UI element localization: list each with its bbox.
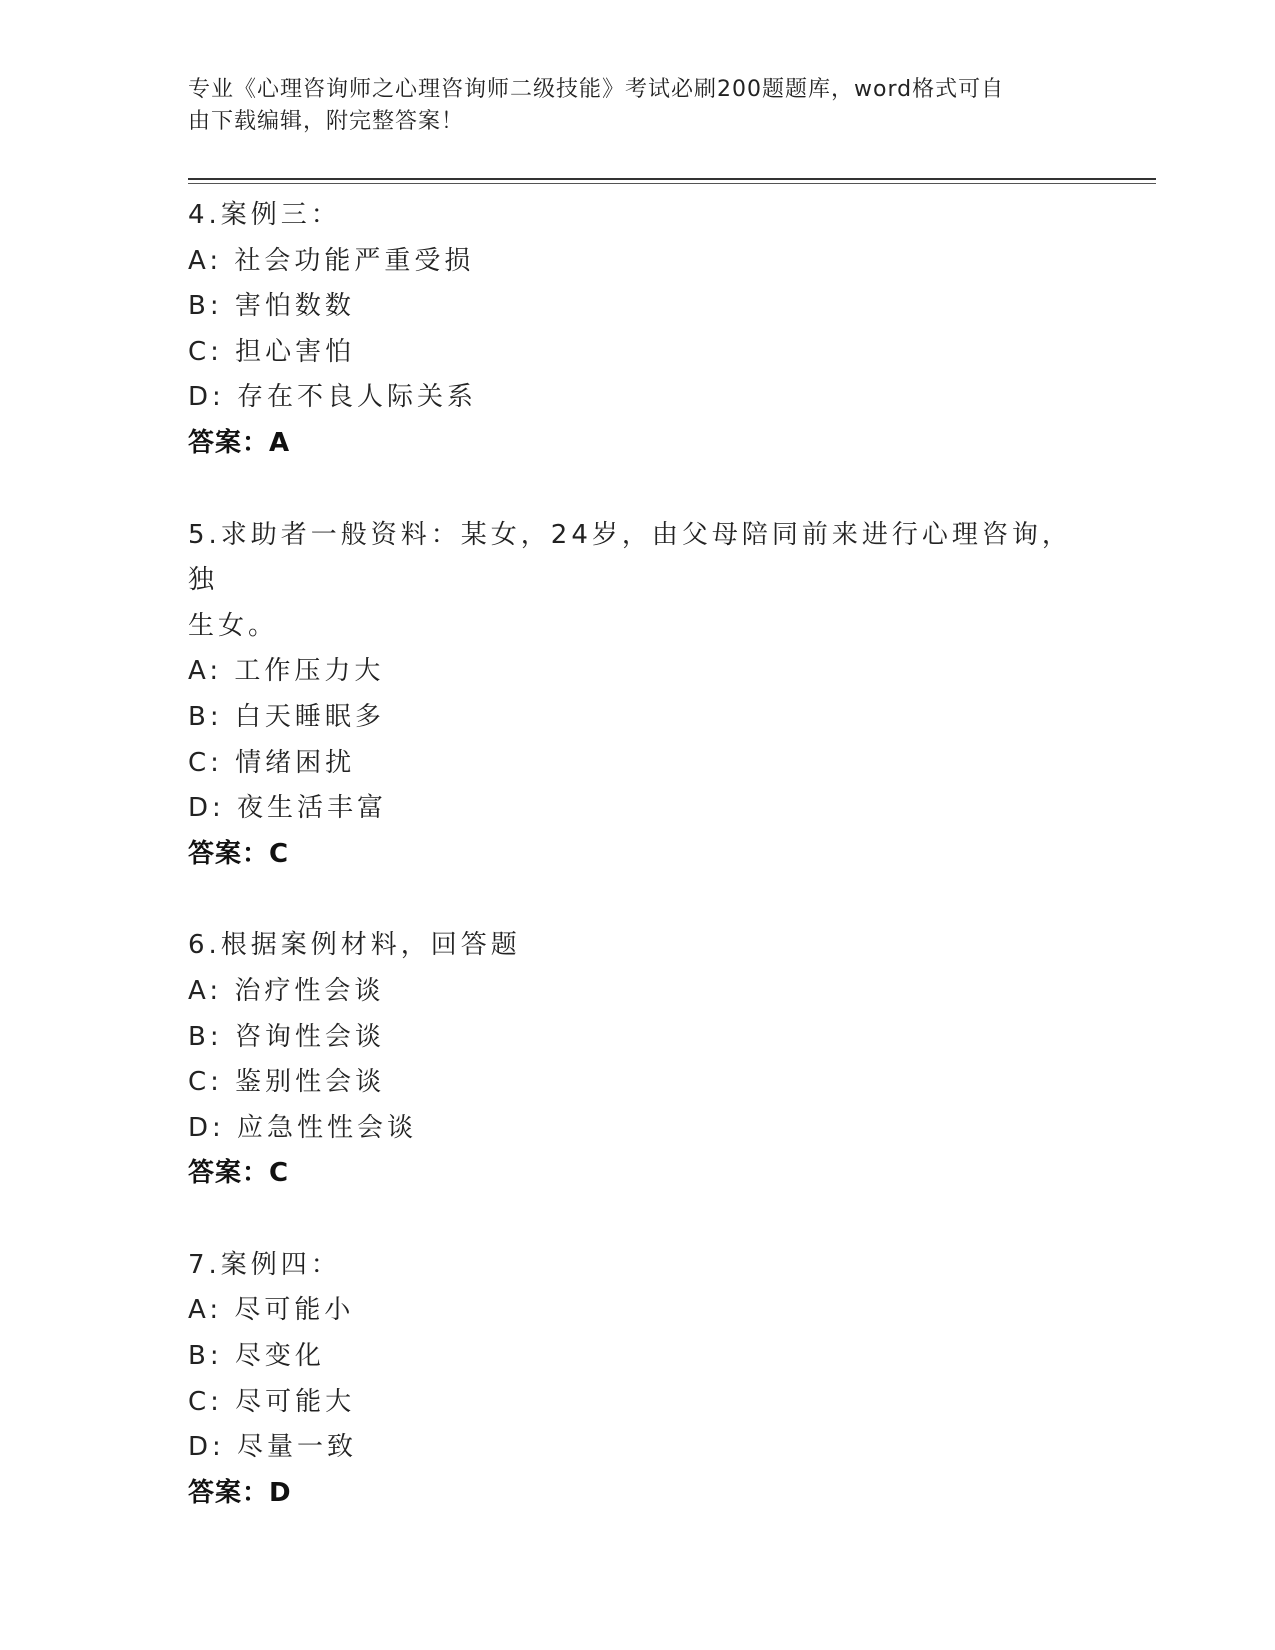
option-d: D: 存在不良人际关系 — [188, 382, 478, 413]
option-b: B: 咨询性会谈 — [188, 1021, 385, 1052]
answer-label: 答案：A — [188, 427, 291, 458]
header-line-1: 专业《心理咨询师之心理咨询师二级技能》考试必刷200题题库，word格式可自 — [188, 77, 1005, 102]
option-c: C: 尽可能大 — [188, 1386, 356, 1417]
question-list — [188, 193, 1088, 1516]
document-header — [188, 74, 1068, 138]
header-divider-thick — [188, 178, 1156, 180]
question-5 — [188, 513, 1088, 878]
question-6 — [188, 923, 1088, 1197]
header-line-2: 由下载编辑，附完整答案！ — [188, 109, 465, 134]
question-stem: 6.根据案例材料，回答题 — [188, 930, 521, 961]
option-c: C: 情绪困扰 — [188, 747, 356, 778]
option-b: B: 白天睡眠多 — [188, 701, 385, 732]
question-stem-continued: 生女。 — [188, 610, 279, 641]
header-divider-thin — [188, 183, 1156, 184]
answer-label: 答案：C — [188, 838, 290, 869]
option-a: A: 治疗性会谈 — [188, 975, 385, 1006]
option-d: D: 应急性性会谈 — [188, 1112, 418, 1143]
option-a: A: 工作压力大 — [188, 656, 385, 687]
option-c: C: 鉴别性会谈 — [188, 1067, 386, 1098]
option-d: D: 夜生活丰富 — [188, 793, 388, 824]
answer-label: 答案：D — [188, 1477, 292, 1508]
option-a: A: 尽可能小 — [188, 1295, 355, 1326]
question-stem: 4.案例三： — [188, 200, 341, 230]
question-4 — [188, 193, 1088, 467]
option-b: B: 害怕数数 — [188, 291, 355, 322]
option-d: D: 尽量一致 — [188, 1432, 358, 1463]
option-a: A: 社会功能严重受损 — [188, 245, 475, 276]
question-7 — [188, 1243, 1088, 1517]
question-stem: 7.案例四： — [188, 1249, 341, 1280]
option-c: C: 担心害怕 — [188, 336, 356, 367]
answer-label: 答案：C — [188, 1158, 290, 1189]
question-stem: 5.求助者一般资料：某女，24岁，由父母陪同前来进行心理咨询，独 — [188, 519, 1072, 596]
option-b: B: 尽变化 — [188, 1341, 325, 1372]
